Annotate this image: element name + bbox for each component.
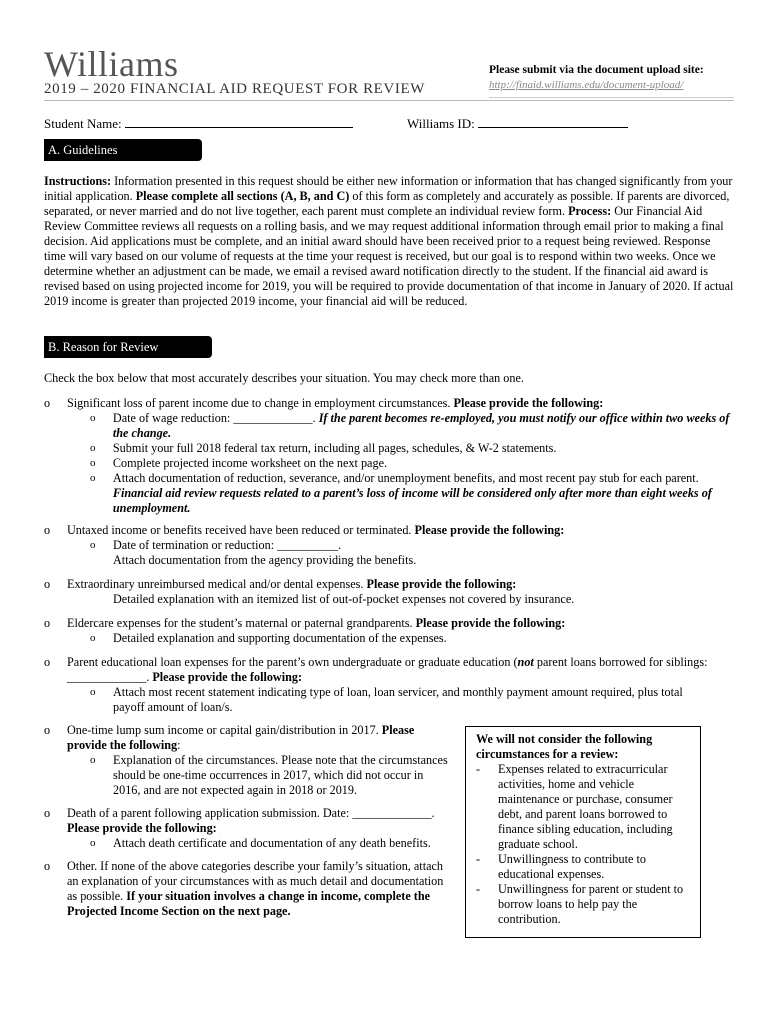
sub-bullet: o — [90, 457, 96, 469]
checkbox-parent-death[interactable]: o — [44, 806, 51, 820]
sub-bold-italic: If the parent becomes re-employed, you must notify our office within two weeks of the change. — [112, 411, 730, 440]
reason-lump-sum: One-time lump sum income or capital gain/distribution in 2017. Please provide the following: — [67, 723, 415, 752]
sub-text: Attach death certificate and documentation of any death benefits. — [113, 836, 431, 850]
instructions-text-1: Information presented in this request should be either new information or information that has changed significantly from your initial application. — [44, 174, 733, 203]
item-text: Parent educational loan expenses for the parent’s own undergraduate or graduate education ( — [67, 655, 518, 669]
checkbox-income-loss[interactable]: o — [44, 396, 51, 410]
sub-bullet: o — [90, 632, 96, 644]
item-bold: Please provide the following: — [414, 523, 565, 537]
sub-list-eldercare — [90, 631, 730, 646]
williams-id-input[interactable] — [478, 115, 628, 128]
reason-untaxed-income — [67, 523, 727, 538]
reason-income-loss — [67, 396, 727, 411]
item-text: Extraordinary unreimbursed medical and/or dental expenses. — [67, 577, 364, 591]
instructions-label: Instructions: — [44, 174, 112, 188]
sub-bullet: o — [90, 539, 96, 551]
reason-intro: Check the box below that most accurately describes your situation. You may check more than one. — [44, 371, 524, 385]
sub-text: Attach documentation from the agency providing the benefits. — [113, 553, 417, 567]
upload-link[interactable]: http://finaid.williams.edu/document-upload/ — [489, 79, 684, 91]
item-bold: Please provide the following: — [67, 821, 217, 835]
item-bold: If your situation involves a change in income, complete the Projected Income Section on the next page. — [67, 889, 431, 918]
reason-medical — [67, 577, 727, 592]
williams-id-field — [407, 115, 628, 132]
dash-marker: - — [476, 762, 481, 776]
sub-bullet: o — [90, 754, 96, 766]
item-text: Death of a parent following application submission. Date: _____________. — [67, 806, 435, 820]
checkbox-medical[interactable]: o — [44, 577, 51, 591]
reason-eldercare — [67, 616, 727, 631]
sub-list-lump-sum — [90, 753, 450, 798]
reason-parent-loans — [67, 655, 727, 685]
reason-parent-death — [67, 806, 457, 836]
upload-instruction: Please submit via the document upload site: — [489, 64, 704, 76]
sub-bullet: o — [90, 472, 96, 484]
exclusion-item — [476, 852, 692, 882]
sub-text-medical: Detailed explanation with an itemized list of out-of-pocket expenses not covered by insurance. — [113, 592, 575, 606]
exclusions-heading: We will not consider the following circumstances for a review: — [476, 732, 653, 761]
sub-text: Attach documentation of reduction, severance, and/or unemployment benefits, and most recent pay stub for each parent. — [112, 471, 699, 485]
reason-other — [67, 859, 452, 919]
sub-bullet: o — [90, 442, 96, 454]
williams-logo: Williams — [44, 44, 179, 84]
link-divider — [489, 97, 734, 98]
exclusion-item — [476, 762, 692, 852]
instructions-text-2: of this form as completely and accurately as possible. If parents are divorced, separated, or never married and do not live together, each parent must complete an individual review form. — [44, 189, 730, 218]
checkbox-parent-loans[interactable]: o — [44, 655, 51, 669]
item-text: Untaxed income or benefits received have been reduced or terminated. — [67, 523, 412, 537]
checkbox-eldercare[interactable]: o — [44, 616, 51, 630]
item-bold: Please provide the following — [67, 723, 415, 752]
section-b-header: B. Reason for Review — [44, 336, 212, 358]
sub-list-parent-loans — [90, 685, 730, 715]
section-a-header: A. Guidelines — [44, 139, 202, 161]
item-bold: Please provide the following: — [415, 616, 566, 630]
exclusion-text: Unwillingness to contribute to educational expenses. — [498, 852, 646, 881]
item-text: parent loans borrowed for siblings: _____________. — [67, 655, 708, 684]
sub-text: Date of wage reduction: _____________. — [112, 411, 316, 425]
item-bold: Please provide the following: — [366, 577, 517, 591]
guidelines-text — [44, 174, 734, 309]
sub-list-untaxed — [90, 538, 730, 568]
item-text: One-time lump sum income or capital gain/distribution in 2017. — [67, 723, 379, 737]
student-name-label: Student Name: — [44, 116, 122, 131]
sub-bold-italic: Financial aid review requests related to a parent’s loss of income will be considered only after more than eight weeks of unemployment. — [112, 486, 712, 515]
dash-marker: - — [476, 852, 481, 866]
checkbox-untaxed-income[interactable]: o — [44, 523, 51, 537]
item-text: Significant loss of parent income due to change in employment circumstances. — [67, 396, 451, 410]
sub-text: Attach most recent statement indicating type of loan, loan servicer, and monthly payment amount required, plus total payoff amount of loan/s. — [113, 685, 683, 714]
sub-bullet: o — [90, 686, 96, 698]
item-text: Eldercare expenses for the student’s maternal or paternal grandparents. — [67, 616, 413, 630]
sub-bullet: o — [90, 412, 96, 424]
student-name-input[interactable] — [125, 115, 353, 128]
sub-text: Date of termination or reduction: __________. — [113, 538, 342, 552]
student-name-field — [44, 115, 353, 132]
item-text: Other. If none of the above categories describe your family’s situation, attach an explanation of your circumstances with as much detail and documentation as possible. — [67, 859, 444, 903]
exclusion-item — [476, 882, 692, 927]
exclusion-text: Expenses related to extracurricular activities, home and vehicle maintenance or purchase, consumer debt, and parent loans borrowed to finance sibling education, including graduate school. — [498, 762, 673, 851]
form-title: 2019 – 2020 FINANCIAL AID REQUEST FOR REVIEW — [44, 81, 425, 97]
sub-list-income-loss — [90, 411, 730, 516]
checkbox-lump-sum[interactable]: o — [44, 723, 51, 737]
sub-bullet: o — [90, 837, 96, 849]
sub-text: Complete projected income worksheet on the next page. — [112, 456, 388, 470]
instructions-bold: Please complete all sections (A, B, and C) — [135, 189, 350, 203]
exclusion-text: Unwillingness for parent or student to borrow loans to help pay the contribution. — [498, 882, 684, 926]
exclusions-box — [465, 726, 701, 938]
process-label: Process: — [568, 204, 612, 218]
item-bold: Please provide the following: — [152, 670, 303, 684]
williams-id-label: Williams ID: — [407, 116, 475, 131]
item-bold-italic: not — [517, 655, 534, 669]
dash-marker: - — [476, 882, 481, 896]
checkbox-other[interactable]: o — [44, 859, 51, 873]
process-text: Our Financial Aid Review Committee reviews all requests on a rolling basis, and we may request additional information through email prior to making a final decision. Aid applications must be complete, and an initial award should have been received prior to a request being reviewed. Response time will vary based on our volume of requests at the time your request is received, but our goal is to respond within two weeks. Once we determine whether an adjustment can be made, we email a revised award notification directly to the student. If the financial aid award is revised based on using projected income for 2019, you will be required to provide documentation of that income in January of 2020. If actual 2019 income is greater than projected 2019 income, your financial aid will be reduced. — [44, 204, 734, 308]
sub-text: Submit your full 2018 federal tax return, including all pages, schedules, & W-2 statements. — [112, 441, 557, 455]
header-divider — [44, 100, 734, 101]
sub-list-parent-death — [90, 836, 450, 851]
sub-text: Detailed explanation and supporting documentation of the expenses. — [113, 631, 447, 645]
sub-text: Explanation of the circumstances. Please note that the circumstances should be one-time occurrences in 2017, which did not occur in 2016, and are not expected again in 2018 or 2019. — [113, 753, 448, 797]
item-bold: Please provide the following: — [453, 396, 604, 410]
